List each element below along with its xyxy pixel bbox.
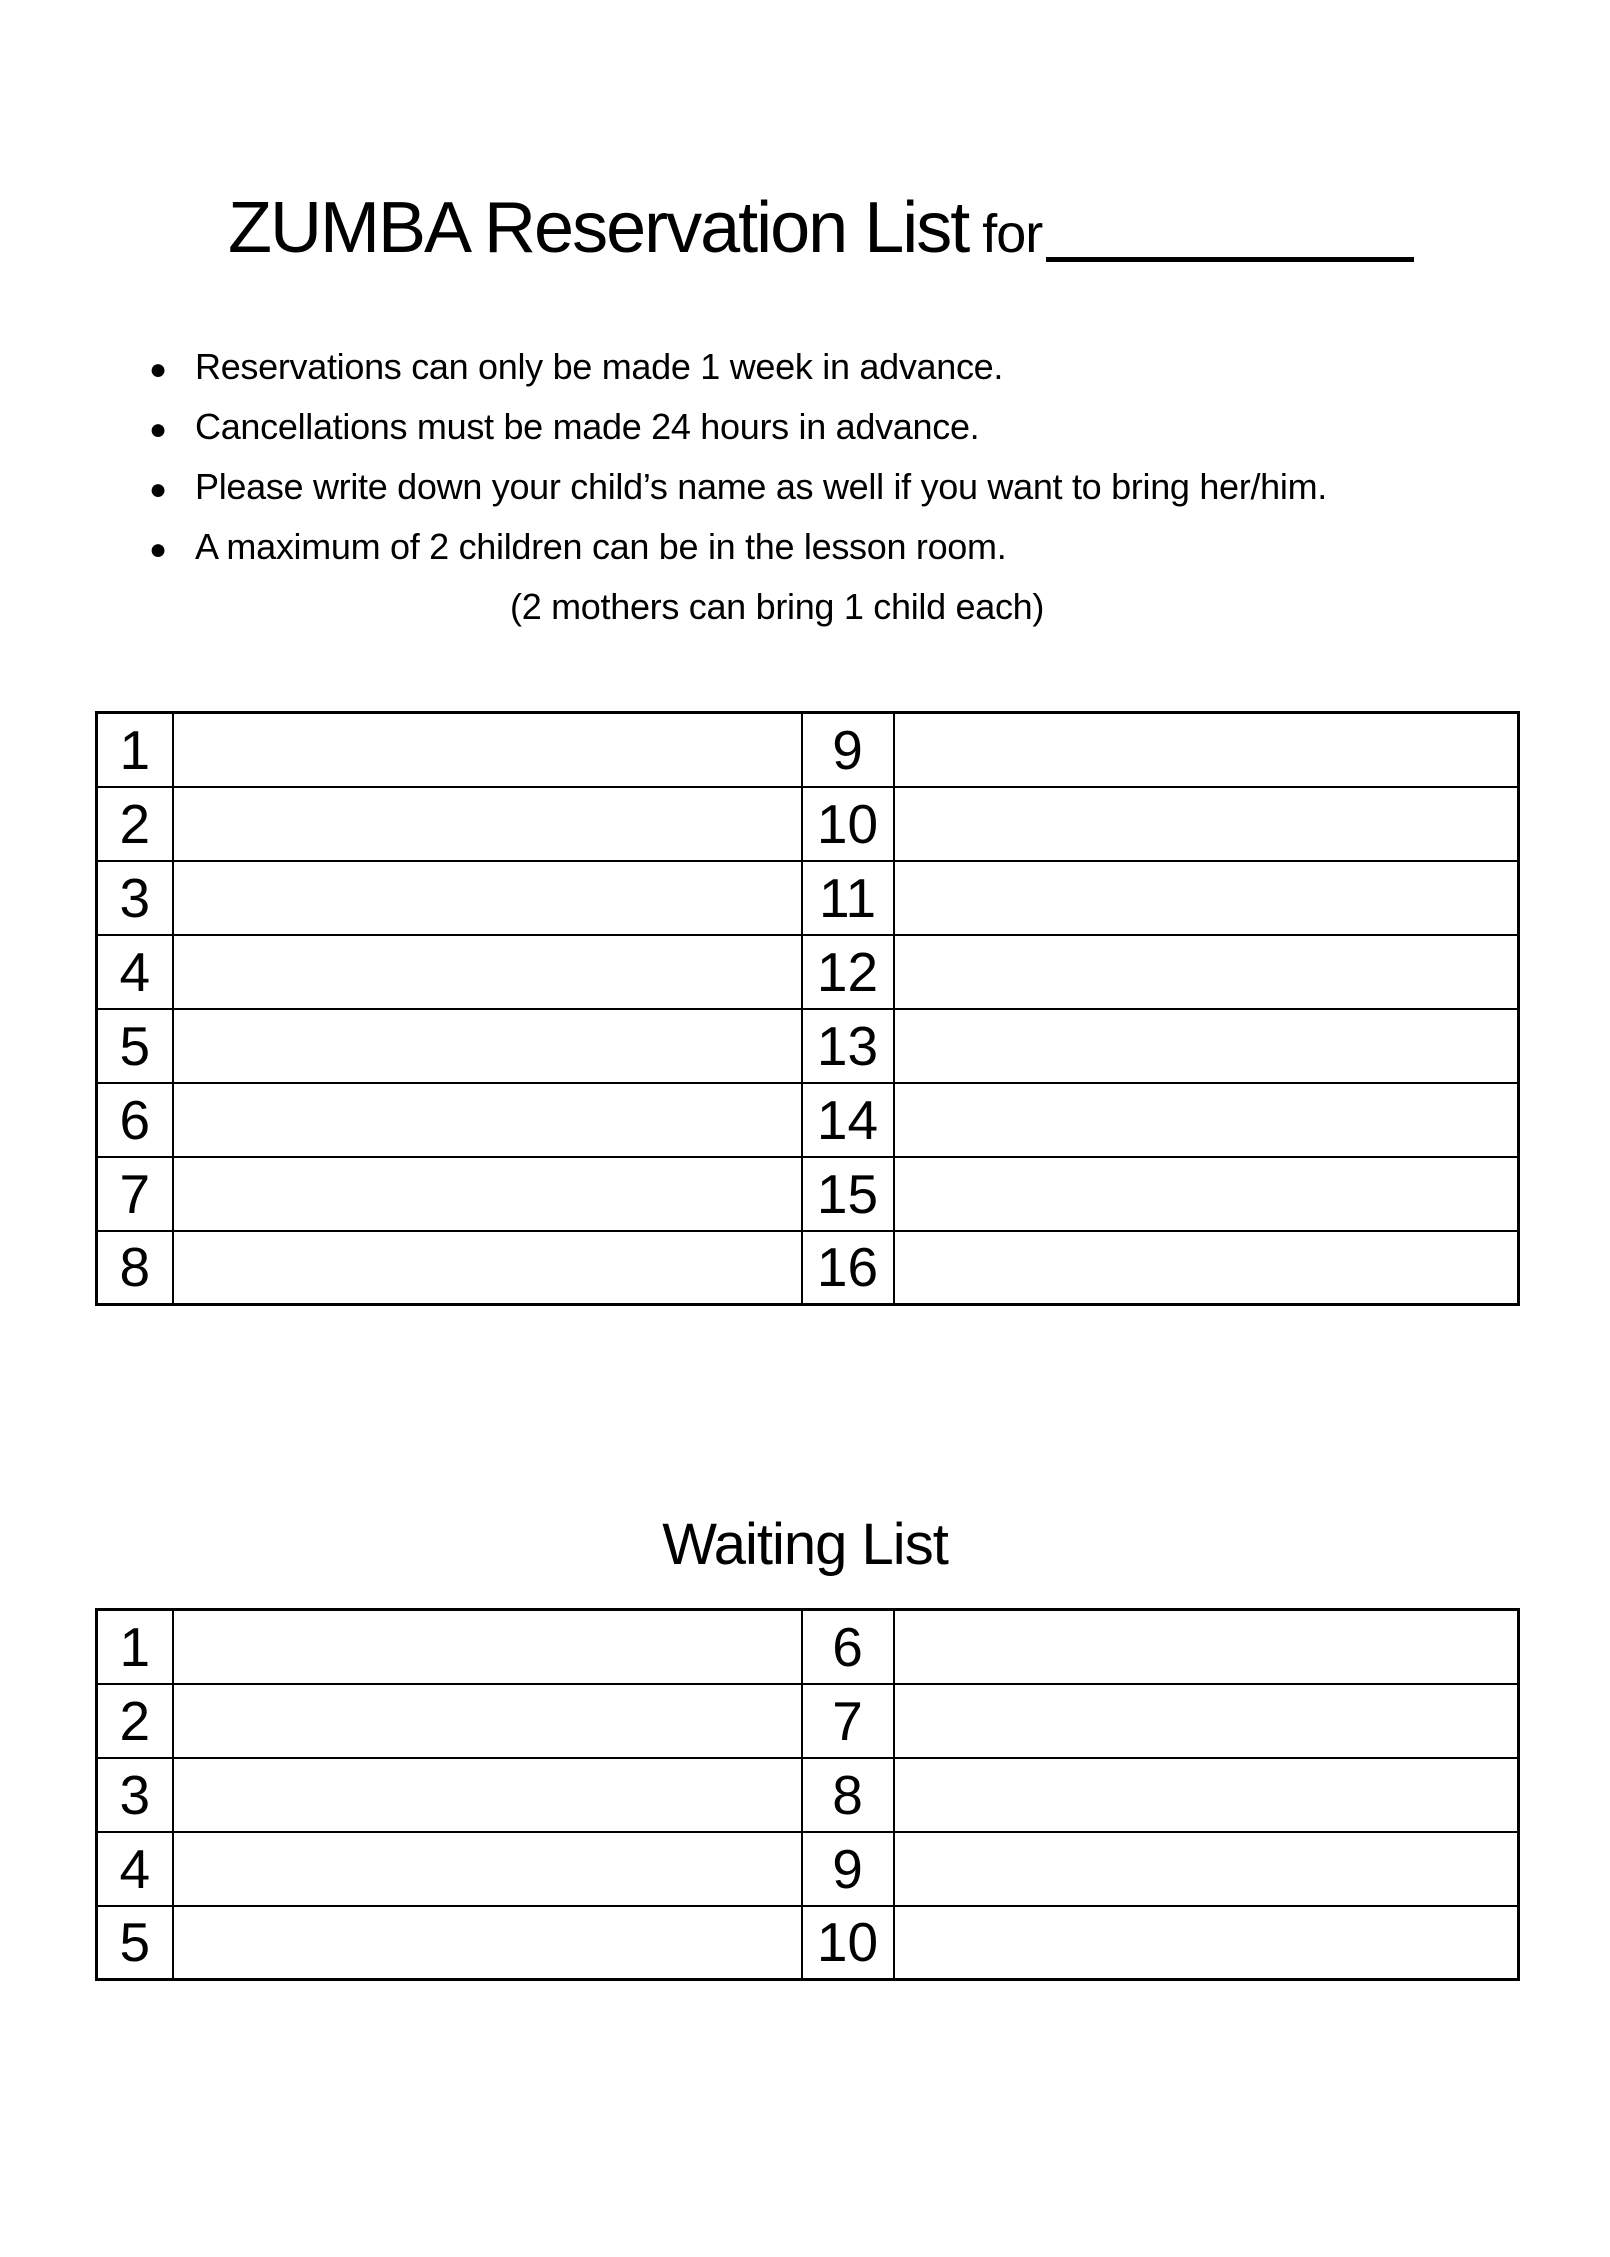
table-row	[97, 713, 1519, 787]
slot-number: 16	[802, 1231, 894, 1305]
table-row	[97, 1009, 1519, 1083]
slot-number: 7	[97, 1157, 173, 1231]
name-cell[interactable]	[894, 1610, 1519, 1684]
bullet-icon: ●	[149, 353, 167, 386]
table-row	[97, 1832, 1519, 1906]
slot-number: 4	[97, 935, 173, 1009]
name-cell[interactable]	[173, 713, 802, 787]
name-cell[interactable]	[894, 1083, 1519, 1157]
bullet-icon: ●	[149, 533, 167, 566]
slot-number: 15	[802, 1157, 894, 1231]
name-cell[interactable]	[173, 1157, 802, 1231]
rule-text: Reservations can only be made 1 week in advance.	[195, 346, 1004, 387]
table-row	[97, 1083, 1519, 1157]
name-cell[interactable]	[894, 1832, 1519, 1906]
table-row	[97, 1906, 1519, 1980]
slot-number: 2	[97, 1684, 173, 1758]
name-cell[interactable]	[894, 787, 1519, 861]
slot-number: 8	[802, 1758, 894, 1832]
title-text: ZUMBA Reservation List	[228, 188, 969, 268]
slot-number: 1	[97, 713, 173, 787]
name-cell[interactable]	[173, 1009, 802, 1083]
name-cell[interactable]	[894, 1157, 1519, 1231]
title-blank-line[interactable]	[1046, 252, 1414, 262]
slot-number: 1	[97, 1610, 173, 1684]
name-cell[interactable]	[894, 1684, 1519, 1758]
name-cell[interactable]	[173, 1610, 802, 1684]
slot-number: 14	[802, 1083, 894, 1157]
rule-item	[137, 398, 1327, 458]
rules-note: (2 mothers can bring 1 child each)	[510, 586, 1045, 627]
slot-number: 11	[802, 861, 894, 935]
name-cell[interactable]	[894, 935, 1519, 1009]
name-cell[interactable]	[894, 713, 1519, 787]
slot-number: 10	[802, 787, 894, 861]
slot-number: 9	[802, 713, 894, 787]
table-row	[97, 1684, 1519, 1758]
bullet-icon: ●	[149, 413, 167, 446]
slot-number: 3	[97, 861, 173, 935]
name-cell[interactable]	[173, 1906, 802, 1980]
table-row	[97, 935, 1519, 1009]
page-title	[228, 188, 1414, 268]
name-cell[interactable]	[173, 1832, 802, 1906]
slot-number: 5	[97, 1906, 173, 1980]
table-row	[97, 1610, 1519, 1684]
slot-number: 8	[97, 1231, 173, 1305]
slot-number: 6	[802, 1610, 894, 1684]
rule-item	[137, 458, 1327, 518]
reservation-table	[95, 711, 1520, 1306]
waiting-list-table	[95, 1608, 1520, 1981]
name-cell[interactable]	[173, 861, 802, 935]
slot-number: 9	[802, 1832, 894, 1906]
name-cell[interactable]	[173, 935, 802, 1009]
rule-item	[137, 338, 1327, 398]
waiting-list-heading: Waiting List	[662, 1512, 948, 1577]
slot-number: 6	[97, 1083, 173, 1157]
table-row	[97, 1758, 1519, 1832]
name-cell[interactable]	[894, 1231, 1519, 1305]
rules-list	[137, 338, 1327, 635]
name-cell[interactable]	[894, 861, 1519, 935]
table-row	[97, 1231, 1519, 1305]
rule-item	[137, 518, 1327, 578]
name-cell[interactable]	[173, 1083, 802, 1157]
name-cell[interactable]	[173, 787, 802, 861]
name-cell[interactable]	[173, 1684, 802, 1758]
bullet-icon: ●	[149, 473, 167, 506]
slot-number: 4	[97, 1832, 173, 1906]
table-row	[97, 1157, 1519, 1231]
slot-number: 2	[97, 787, 173, 861]
rule-text: A maximum of 2 children can be in the lesson room.	[195, 526, 1007, 567]
table-row	[97, 787, 1519, 861]
name-cell[interactable]	[894, 1009, 1519, 1083]
table-row	[97, 861, 1519, 935]
name-cell[interactable]	[894, 1758, 1519, 1832]
rule-text: Please write down your child’s name as well if you want to bring her/him.	[195, 466, 1327, 507]
rule-text: Cancellations must be made 24 hours in advance.	[195, 406, 980, 447]
name-cell[interactable]	[173, 1231, 802, 1305]
name-cell[interactable]	[894, 1906, 1519, 1980]
title-for-text: for	[982, 204, 1043, 264]
slot-number: 5	[97, 1009, 173, 1083]
slot-number: 7	[802, 1684, 894, 1758]
slot-number: 10	[802, 1906, 894, 1980]
slot-number: 3	[97, 1758, 173, 1832]
slot-number: 13	[802, 1009, 894, 1083]
name-cell[interactable]	[173, 1758, 802, 1832]
slot-number: 12	[802, 935, 894, 1009]
